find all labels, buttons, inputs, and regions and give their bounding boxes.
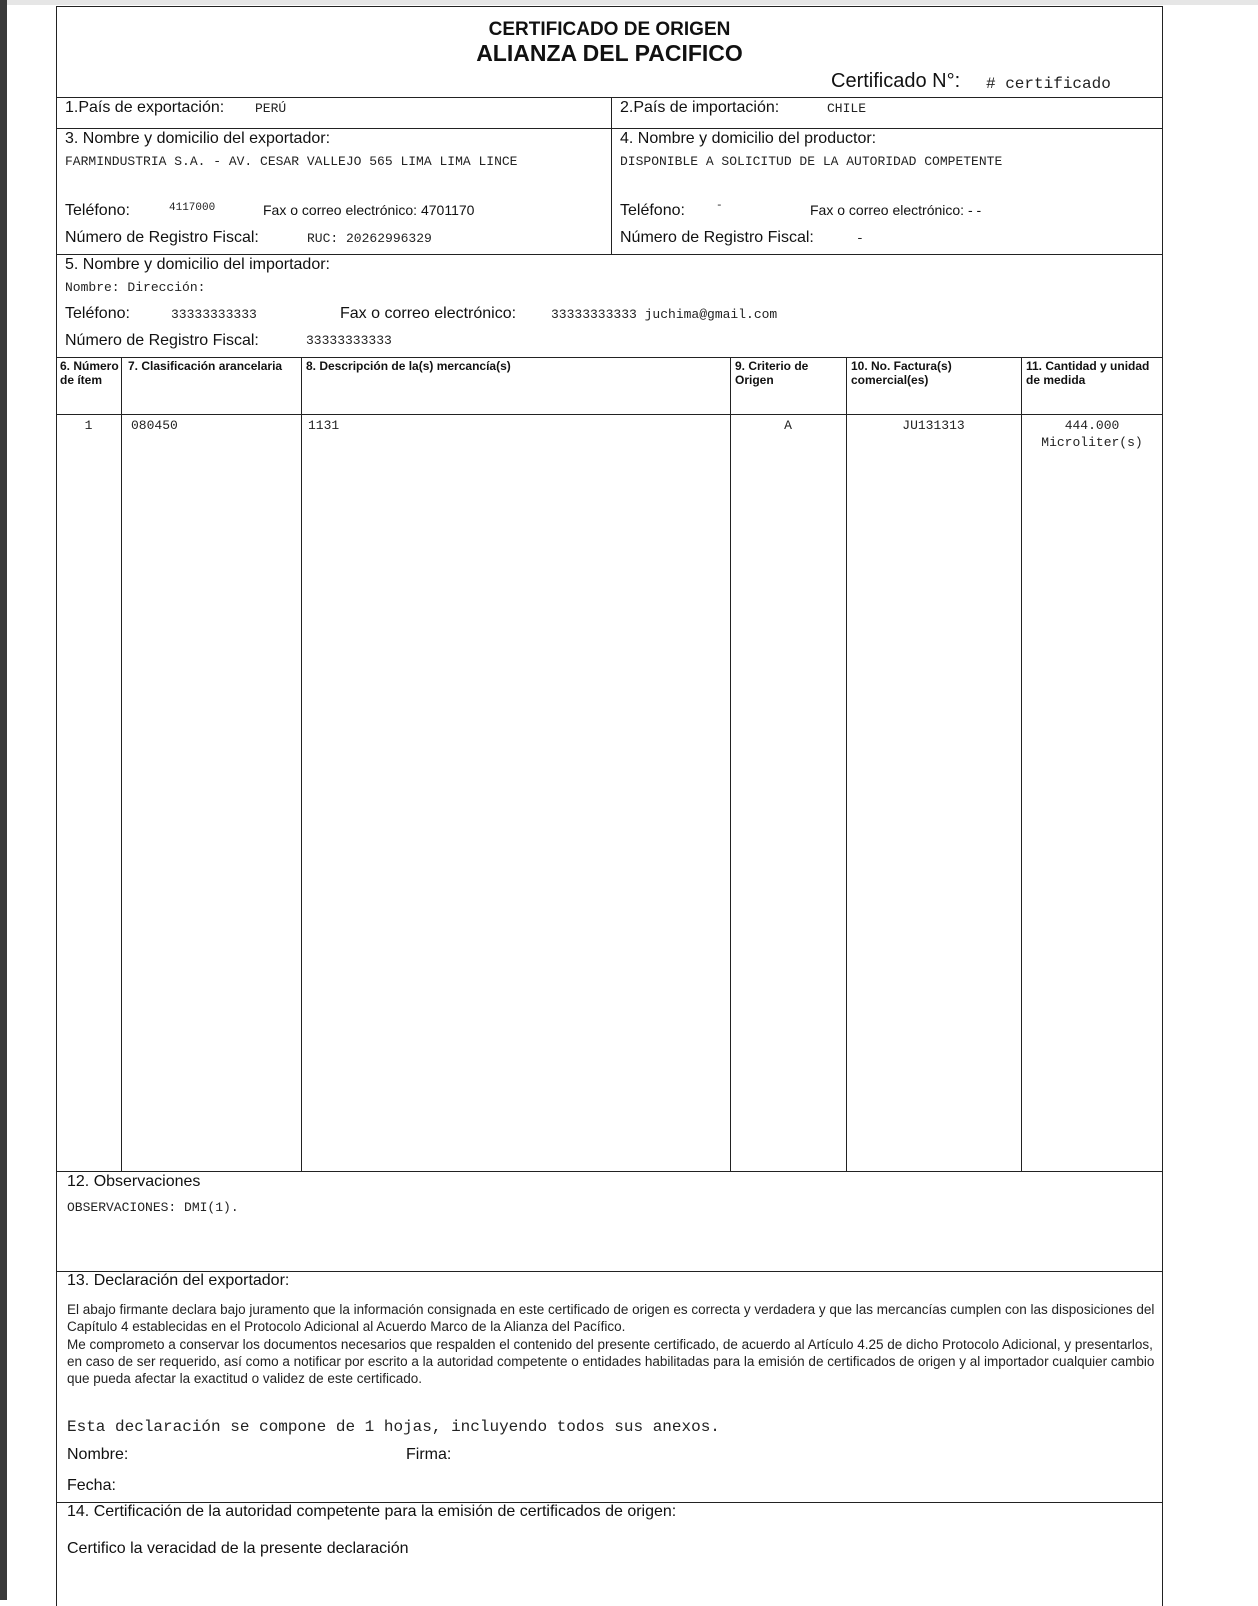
title-certificate: CERTIFICADO DE ORIGEN <box>488 19 731 40</box>
certificate-number-value: # certificado <box>986 75 1111 93</box>
export-country-label: 1.País de exportación: <box>65 99 225 116</box>
exporter-phone-label: Teléfono: <box>65 202 130 219</box>
col-header-tariff: 7. Clasificación arancelaria <box>128 359 283 373</box>
producer-tax-label: Número de Registro Fiscal: <box>620 229 814 246</box>
importer-fax: 33333333333 juchima@gmail.com <box>551 307 778 322</box>
rule <box>56 97 1163 98</box>
col-header-criterion: 9. Criterio de Origen <box>735 359 809 387</box>
viewer-left-edge <box>0 0 7 1600</box>
rule <box>1021 357 1022 1171</box>
observations-value: OBSERVACIONES: DMI(1). <box>67 1200 239 1215</box>
importer-label: 5. Nombre y domicilio del importador: <box>65 256 330 273</box>
rule <box>301 357 302 1171</box>
importer-phone: 33333333333 <box>171 307 257 322</box>
exporter-phone: 4117000 <box>169 202 216 214</box>
cell-criterion: A <box>784 418 792 433</box>
producer-phone-label: Teléfono: <box>620 202 685 219</box>
producer-tax: - <box>856 231 864 246</box>
rule <box>56 414 1163 415</box>
exporter-fax: Fax o correo electrónico: 4701170 <box>263 202 475 218</box>
cell-invoice: JU131313 <box>902 418 965 433</box>
cell-unit: Microliter(s) <box>1041 435 1143 450</box>
producer-value: DISPONIBLE A SOLICITUD DE LA AUTORIDAD COMPETENTE <box>620 154 1003 169</box>
export-country-value: PERÚ <box>255 101 287 116</box>
exporter-label: 3. Nombre y domicilio del exportador: <box>65 130 331 147</box>
import-country-label: 2.País de importación: <box>620 99 780 116</box>
producer-fax: Fax o correo electrónico: - - <box>810 202 982 218</box>
declaration-date-label: Fecha: <box>67 1477 116 1494</box>
rule <box>56 254 1163 255</box>
producer-phone: - <box>716 200 723 212</box>
declaration-paragraph-2: Me comprometo a conservar los documentos necesarios que respalden el contenido del presente certificado, de acuerdo al Artículo 4.25 de dicho Protocolo Adicional, y presentarlos, en caso de ser requerido, así como a notificar por escrito a la autoridad competente o entidades habilitadas para la emisión de certificados de origen y al importador cualquier cambio que pueda afectar la exactitud o validez de este certificado. <box>67 1337 1155 1386</box>
declaration-name-label: Nombre: <box>67 1446 129 1463</box>
col-header-description: 8. Descripción de la(s) mercancía(s) <box>306 359 511 373</box>
col-header-item: 6. Número de ítem <box>60 359 119 387</box>
cell-description: 1131 <box>308 418 340 433</box>
importer-fax-label: Fax o correo electrónico: <box>340 305 517 322</box>
rule <box>56 357 1163 358</box>
importer-phone-label: Teléfono: <box>65 305 130 322</box>
cell-tariff: 080450 <box>131 418 178 433</box>
rule <box>846 357 847 1171</box>
certification-label: 14. Certificación de la autoridad competente para la emisión de certificados de origen: <box>67 1503 677 1520</box>
viewer-top-edge <box>7 0 1258 5</box>
exporter-tax-label: Número de Registro Fiscal: <box>65 229 259 246</box>
title-alliance: ALIANZA DEL PACIFICO <box>476 40 743 66</box>
certification-text: Certifico la veracidad de la presente declaración <box>67 1540 409 1557</box>
importer-value: Nombre: Dirección: <box>65 280 206 295</box>
declaration-label: 13. Declaración del exportador: <box>67 1272 290 1289</box>
import-country-value: CHILE <box>827 101 867 116</box>
col-header-quantity: 11. Cantidad y unidad de medida <box>1026 359 1150 387</box>
producer-label: 4. Nombre y domicilio del productor: <box>620 130 877 147</box>
importer-tax-label: Número de Registro Fiscal: <box>65 332 259 349</box>
rule <box>121 357 122 1171</box>
cell-item: 1 <box>84 418 93 433</box>
observations-label: 12. Observaciones <box>67 1173 201 1190</box>
declaration-sheets: Esta declaración se compone de 1 hojas, incluyendo todos sus anexos. <box>67 1418 720 1436</box>
col-header-invoice: 10. No. Factura(s) comercial(es) <box>851 359 952 387</box>
cell-quantity: 444.000 <box>1064 418 1120 433</box>
exporter-tax: RUC: 20262996329 <box>307 231 432 246</box>
rule <box>56 128 1163 129</box>
rule <box>611 97 612 254</box>
declaration-paragraph-1: El abajo firmante declara bajo juramento que la información consignada en este certificado de origen es correcta y verdadera y que las mercancías cumplen con las disposiciones del Capítulo 4 establecidas en el Protocolo Adicional al Acuerdo Marco de la Alianza del Pacífico. <box>67 1302 1155 1334</box>
certificate-number-label: Certificado N°: <box>831 70 961 92</box>
rule <box>56 1171 1163 1172</box>
importer-tax: 33333333333 <box>306 333 392 348</box>
declaration-signature-label: Firma: <box>406 1446 452 1463</box>
rule <box>730 357 731 1171</box>
exporter-value: FARMINDUSTRIA S.A. - AV. CESAR VALLEJO 565 LIMA LIMA LINCE <box>65 154 518 169</box>
